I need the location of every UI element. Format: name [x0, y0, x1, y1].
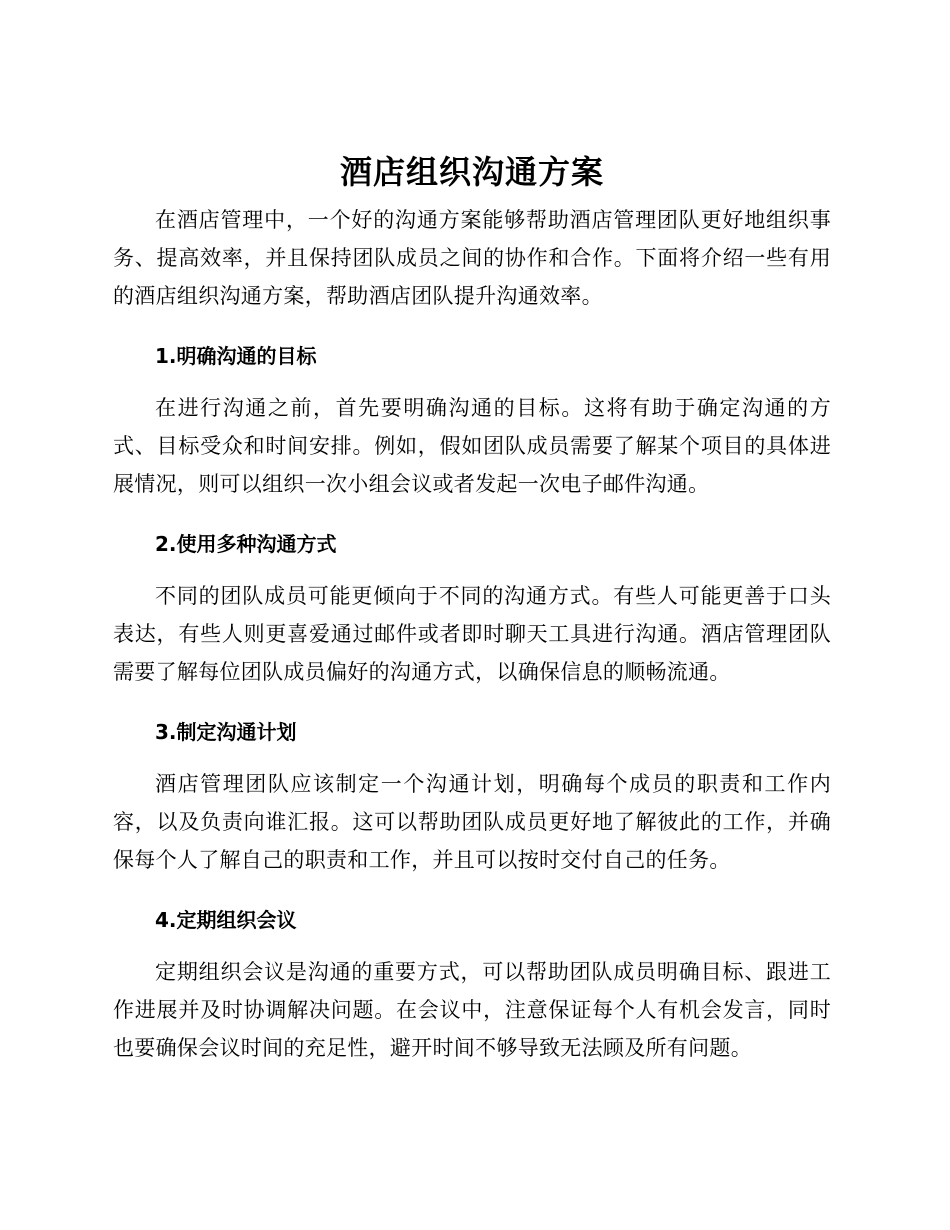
- section-heading: 1.明确沟通的目标: [155, 344, 317, 368]
- section-body: 酒店管理团队应该制定一个沟通计划，明确每个成员的职责和工作内容，以及负责向谁汇报。这可以帮助团队成员更好地了解彼此的工作，并确保每个人了解自己的职责和工作，并且可以按时交付自己的任务。: [113, 772, 831, 872]
- intro-paragraph: 在酒店管理中，一个好的沟通方案能够帮助酒店管理团队更好地组织事务、提高效率，并且保持团队成员之间的协作和合作。下面将介绍一些有用的酒店组织沟通方案，帮助酒店团队提升沟通效率。: [113, 208, 831, 308]
- section-heading: 2.使用多种沟通方式: [155, 532, 337, 556]
- document-page: [113, 148, 831, 1067]
- section-3: [113, 718, 831, 879]
- section-2: [113, 530, 831, 691]
- section-heading: 3.制定沟通计划: [155, 720, 297, 744]
- section-heading: 4.定期组织会议: [155, 908, 297, 932]
- section-body: 不同的团队成员可能更倾向于不同的沟通方式。有些人可能更善于口头表达，有些人则更喜爱通过邮件或者即时聊天工具进行沟通。酒店管理团队需要了解每位团队成员偏好的沟通方式，以确保信息的顺畅流通。: [113, 584, 831, 684]
- section-4: [113, 906, 831, 1067]
- section-1: [113, 342, 831, 503]
- section-body: 定期组织会议是沟通的重要方式，可以帮助团队成员明确目标、跟进工作进展并及时协调解决问题。在会议中，注意保证每个人有机会发言，同时也要确保会议时间的充足性，避开时间不够导致无法顾及所有问题。: [113, 960, 831, 1060]
- section-body: 在进行沟通之前，首先要明确沟通的目标。这将有助于确定沟通的方式、目标受众和时间安排。例如，假如团队成员需要了解某个项目的具体进展情况，则可以组织一次小组会议或者发起一次电子邮件沟通。: [113, 396, 831, 496]
- document-title: 酒店组织沟通方案: [339, 153, 604, 191]
